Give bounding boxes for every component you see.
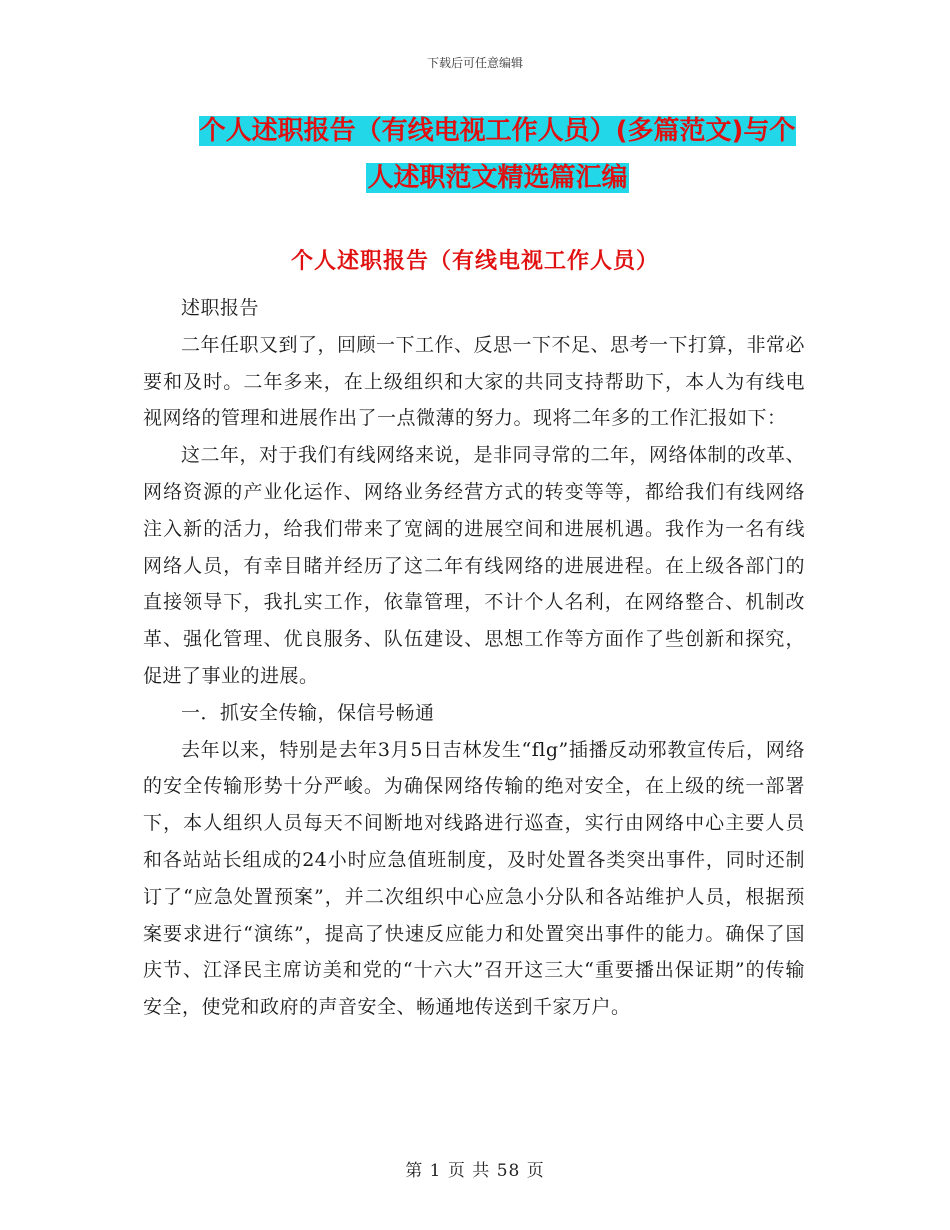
page-number: 第 1 页 共 58 页 [405,1161,545,1181]
document-body [143,290,805,1026]
header-note: 下载后可任意编辑 [426,56,523,70]
paragraph: 述职报告 [181,297,260,319]
paragraph: 去年以来，特别是去年3月5日吉林发生“flg”插播反动邪教宣传后，网络的安全传输形势十分严峻。为确保网络传输的绝对安全，在上级的统一部署下，本人组织人员每天不间断地对线路进行巡查，实行由网络中心主要人员和各站站长组成的24小时应急值班制度，及时处置各类突出事件，同时还制订了“应急处置预案”，并二次组织中心应急小分队和各站维护人员，根据预案要求进行“演练”，提高了快速反应能力和处置突出事件的能力。确保了国庆节、江泽民主席访美和党的“十六大”召开这三大“重要播出保证期”的传输安全，使党和政府的声音安全、畅通地传送到千家万户。 [143,738,805,1019]
section-heading: 一．抓安全传输，保信号畅通 [181,701,435,724]
paragraph: 这二年，对于我们有线网络来说，是非同寻常的二年，网络体制的改革、网络资源的产业化运作、网络业务经营方式的转变等等，都给我们有线网络注入新的活力，给我们带来了宽阔的进展空间和进展机遇。我作为一名有线网络人员，有幸目睹并经历了这二年有线网络的进展进程。在上级各部门的直接领导下，我扎实工作，依靠管理，不计个人名利，在网络整合、机制改革、强化管理、优良服务、队伍建设、思想工作等方面作了些创新和探究，促进了事业的进展。 [143,444,806,687]
document-title-line-2: 人述职范文精选篇汇编 [367,163,628,193]
paragraph: 二年任职又到了，回顾一下工作、反思一下不足、思考一下打算，非常必要和及时。二年多来，在上级组织和大家的共同支持帮助下，本人为有线电视网络的管理和进展作出了一点微薄的努力。现将二年多的工作汇报如下： [143,333,806,430]
section-title: 个人述职报告（有线电视工作人员） [290,249,659,274]
document-title [190,108,805,202]
document-title-line-1: 个人述职报告（有线电视工作人员）(多篇范文)与个 [199,116,796,146]
